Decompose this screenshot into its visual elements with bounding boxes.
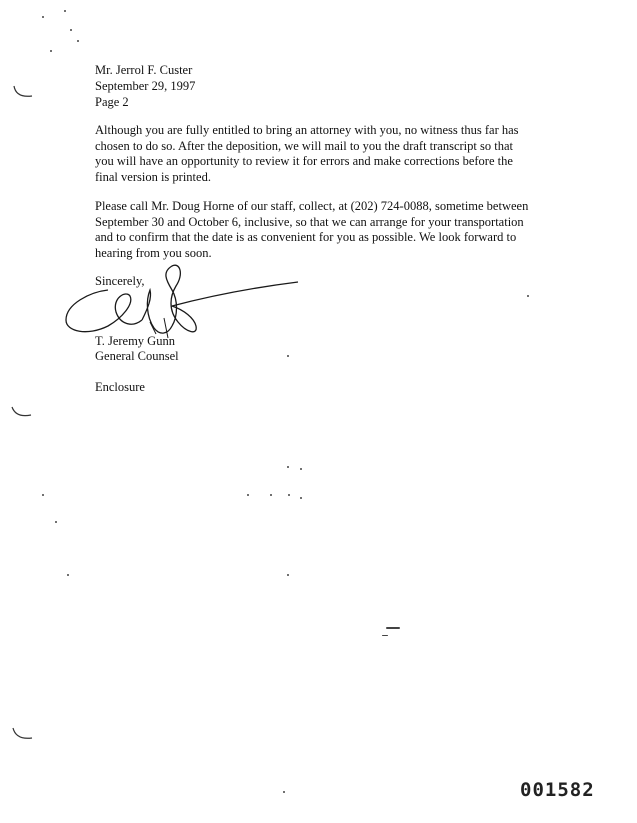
scan-speck [382, 635, 388, 636]
scan-speck [64, 10, 66, 12]
paragraph-line: and to confirm that the date is as convenient for you as possible. We look forward to [95, 230, 517, 245]
recipient-line: Mr. Jerrol F. Custer [95, 63, 193, 77]
scan-speck [67, 574, 69, 576]
scan-speck [287, 355, 289, 357]
paragraph-line: September 30 and October 6, inclusive, so that we can arrange for your transportation [95, 214, 524, 229]
binder-hole-mark [11, 726, 35, 744]
signer-name: T. Jeremy Gunn [95, 334, 175, 348]
enclosure-note: Enclosure [95, 380, 145, 394]
scan-speck [55, 521, 57, 523]
scan-speck [288, 494, 290, 496]
paragraph-line: Please call Mr. Doug Horne of our staff, collect, at (202) 724-0088, sometime between [95, 199, 529, 213]
body-paragraph-1 [95, 123, 565, 185]
scan-speck [70, 29, 72, 31]
scan-speck [386, 627, 400, 629]
scan-speck [42, 16, 44, 18]
scan-speck [300, 468, 302, 470]
scan-speck [50, 50, 52, 52]
scan-speck [287, 466, 289, 468]
paragraph-line: hearing from you soon. [95, 245, 212, 260]
paragraph-line: final version is printed. [95, 169, 211, 184]
paragraph-line: chosen to do so. After the deposition, we will mail to you the draft transcript so that [95, 138, 513, 153]
paragraph-line: Although you are fully entitled to bring an attorney with you, no witness thus far has [95, 123, 519, 137]
binder-hole-mark [12, 84, 36, 102]
binder-hole-mark [10, 404, 34, 422]
scan-speck [527, 295, 529, 297]
salutation: Sincerely, [95, 274, 145, 288]
scan-speck [283, 791, 285, 793]
scan-speck [300, 497, 302, 499]
scan-speck [270, 494, 272, 496]
scan-speck [77, 40, 79, 42]
signer-title: General Counsel [95, 349, 179, 363]
scan-speck [247, 494, 249, 496]
body-paragraph-2 [95, 199, 565, 261]
document-number-stamp: 001582 [520, 779, 595, 801]
page-number-line: Page 2 [95, 95, 129, 109]
scan-speck [42, 494, 44, 496]
paragraph-line: you will have an opportunity to review it for errors and make corrections before the [95, 154, 513, 169]
date-line: September 29, 1997 [95, 79, 196, 93]
scan-speck [287, 574, 289, 576]
